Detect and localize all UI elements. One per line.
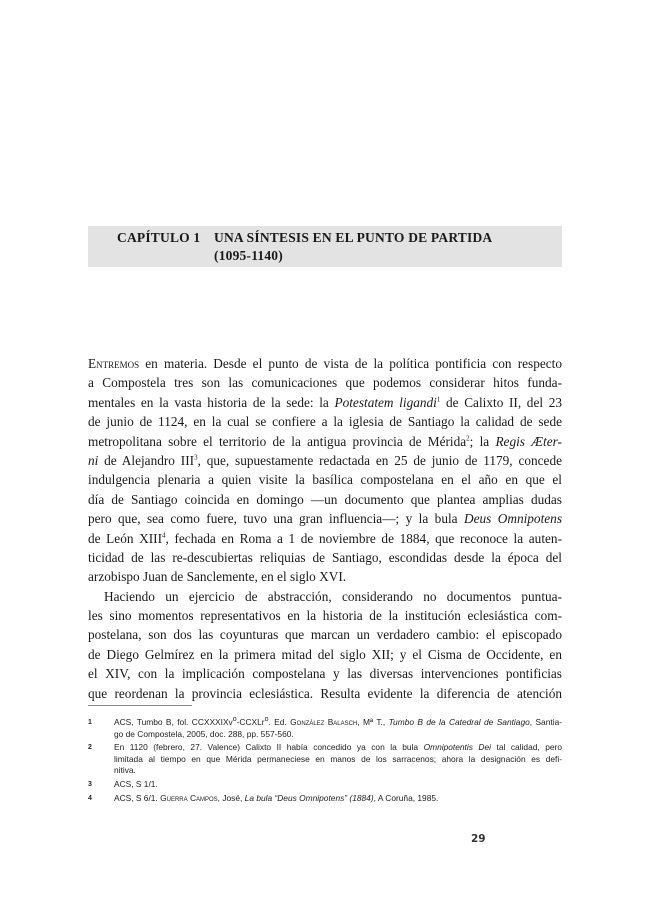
footnote	[88, 793, 562, 805]
chapter-title-line-1: UNA SÍNTESIS EN EL PUNTO DE PARTIDA	[214, 230, 493, 245]
text-line: día de Santiago coincida en domingo —un documento que plantea amplias dudas	[88, 491, 562, 507]
footnote-line: limitada al tiempo en que Mérida permaneciese en manos de los sarracenos; ahora la designación es defi-	[114, 753, 562, 764]
text-line: de junio de 1124, en la cual se confiere a la iglesia de Santiago la calidad de sede	[88, 414, 562, 430]
text-run: pero que, sea como fuere, tuvo una gran influencia—; y la bula	[88, 511, 464, 527]
text-run: mentales en la vasta historia de la sede: la	[88, 394, 335, 410]
text-line	[88, 354, 562, 373]
text-run: ; la	[469, 433, 496, 449]
footnote-ref: 1	[436, 395, 441, 404]
superscript: o	[264, 716, 269, 724]
text-line: Haciendo un ejercicio de abstracción, considerando no documentos puntua-	[104, 588, 562, 604]
italic-title: Tumbo B de la Catedral de Santiago	[388, 717, 530, 727]
text-run: en materia. Desde el punto de vista de la política pontificia con respecto	[139, 356, 562, 371]
italic-title: Regis Æter-	[495, 433, 562, 449]
small-caps-author: Guerra Campos	[160, 792, 218, 803]
text-line: el XIV, con la implicación compostelana y las diversas intervenciones pontificias	[88, 666, 562, 682]
text-run: ACS, S 6/1.	[114, 792, 161, 803]
text-run: , Mª T.,	[357, 717, 389, 727]
footnote-number: 3	[88, 780, 92, 788]
chapter-label: CAPÍTULO 1	[117, 230, 201, 245]
text-line: postelana, son dos las coyunturas que marcan un verdadero cambio: el episcopado	[88, 627, 562, 643]
text-line	[88, 451, 562, 470]
text-line: ticidad de las re-descubiertas reliquias de Santiago, escondidas desde la época del	[88, 549, 562, 565]
chapter-title	[214, 229, 554, 265]
small-caps-word: Entremos	[88, 356, 140, 371]
text-line: a Compostela tres son las comunicaciones que podemos considerar hitos funda-	[88, 375, 562, 391]
text-run: En 1120 (febrero, 27. Valence) Calixto II había concedido ya con la bula	[114, 742, 424, 753]
italic-title: Omnipotentis Dei	[423, 742, 492, 753]
footnote	[88, 717, 562, 740]
text-run: de Calixto II, del 23	[440, 394, 562, 410]
text-line: que reordenan la provincia eclesiástica. Resulta evidente la diferencia de atención	[88, 685, 562, 701]
text-run: , A Coruña, 1985.	[373, 792, 439, 803]
page-number: 29	[471, 833, 486, 845]
footnote	[88, 742, 562, 777]
footnote	[88, 779, 562, 791]
italic-title: Deus Omnipotens	[464, 511, 563, 527]
footnote-number: 1	[88, 719, 92, 726]
text-line: arzobispo Juan de Sanclemente, en el siglo XVI.	[88, 569, 347, 585]
text-run: ACS, Tumbo B, fol. CCXXXIXv	[114, 717, 233, 727]
italic-title: Potestatem ligandi	[334, 394, 437, 410]
text-run: , José,	[217, 792, 245, 803]
italic-title: La bula “Deus Omnipotens” (1884)	[244, 792, 374, 803]
footnote-line: nitiva.	[114, 765, 136, 776]
text-run: tal calidad, pero	[491, 742, 562, 753]
text-line	[88, 529, 562, 548]
footnote-number: 2	[88, 744, 92, 752]
small-caps-author: González Balasch	[290, 717, 358, 727]
text-line: indulgencia plenaria a quien visite la basílica compostelana en el año en que el	[88, 472, 562, 488]
text-run: -CCXLr	[236, 717, 265, 727]
footnote-line: ACS, S 1/1.	[114, 778, 158, 789]
footnote-line	[114, 717, 562, 729]
text-line: les sino momentos representativos en la historia de la institución eclesiástica com-	[88, 608, 562, 624]
text-run: , Santia-	[529, 717, 563, 727]
text-run: , fechada en Roma a 1 de noviembre de 1884, que reconoce la auten-	[165, 530, 563, 546]
text-run: de León XIII	[88, 530, 163, 546]
text-run: metropolitana sobre el territorio de la antigua provincia de Mérida	[88, 433, 467, 449]
text-run: . Ed.	[268, 717, 291, 727]
footnote-line	[114, 793, 562, 805]
footnote-ref: 2	[466, 434, 470, 443]
superscript: o	[232, 716, 237, 724]
body-text	[88, 354, 562, 703]
footnotes	[88, 717, 562, 806]
text-run: de Alejandro III	[98, 452, 195, 468]
footnote-ref: 3	[194, 453, 198, 462]
italic-title: ni	[88, 452, 99, 468]
text-run: , que, supuestamente redactada en 25 de junio de 1179, concede	[197, 452, 562, 468]
footnote-ref: 4	[162, 531, 166, 540]
footnote-separator	[88, 705, 192, 706]
footnote-line	[114, 742, 562, 754]
footnote-number: 4	[88, 794, 92, 802]
footnote-line: go de Compostela, 2005, doc. 288, pp. 557-560.	[114, 728, 294, 739]
text-line	[88, 393, 562, 412]
text-line: de Diego Gelmírez en la primera mitad del siglo XII; y el Cisma de Occidente, en	[88, 646, 562, 662]
chapter-title-line-2: (1095-1140)	[214, 248, 283, 263]
text-line	[88, 432, 562, 451]
text-line	[88, 509, 562, 528]
